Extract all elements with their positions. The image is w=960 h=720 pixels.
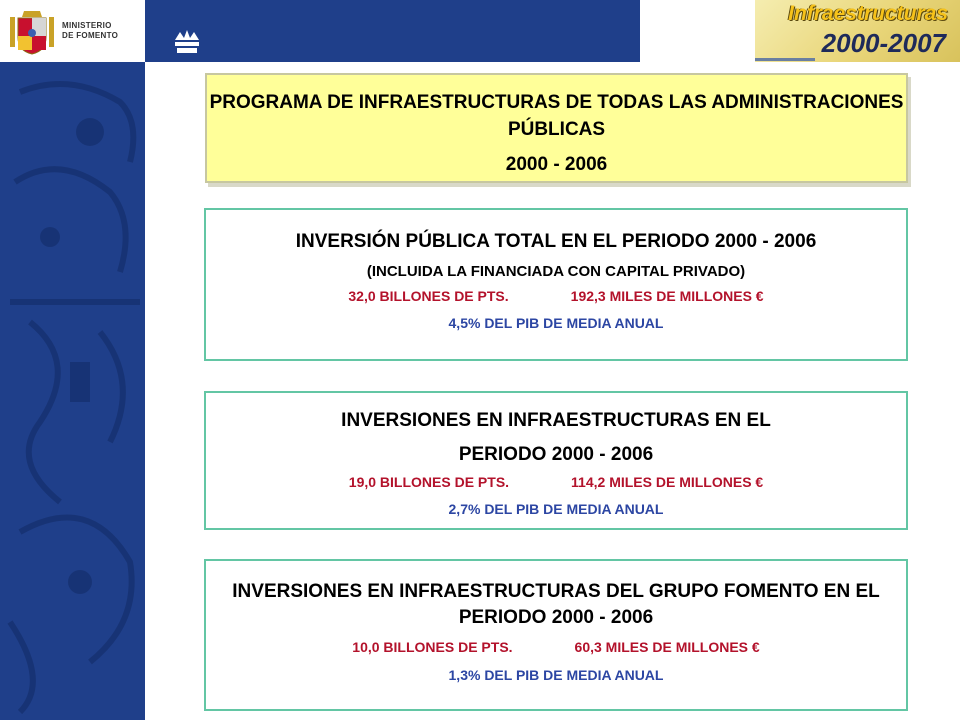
amount-eur: 114,2 MILES DE MILLONES € — [571, 474, 764, 490]
amount-eur: 60,3 MILES DE MILLONES € — [574, 639, 760, 655]
section-heading-line-2: PERIODO 2000 - 2006 — [458, 444, 654, 465]
crest-watermark — [0, 62, 145, 720]
banner-years: 2000-2007 — [821, 28, 946, 58]
banner-underline — [755, 58, 815, 61]
infrastructure-investment-box — [204, 391, 908, 530]
amount-eur: 192,3 MILES DE MILLONES € — [570, 288, 764, 304]
infraestructuras-banner — [755, 0, 960, 62]
ministry-logo — [0, 0, 145, 62]
total-investment-box — [204, 208, 908, 361]
program-title-box — [205, 73, 908, 183]
amounts-row — [206, 288, 906, 304]
section-heading-line-1: INVERSIONES EN INFRAESTRUCTURAS EN EL — [341, 410, 771, 431]
ministry-name — [62, 21, 118, 41]
left-panel — [0, 62, 145, 720]
fomento-group-investment-box — [204, 559, 908, 711]
banner-title: Infraestructuras — [788, 2, 948, 25]
amounts-row — [206, 639, 906, 655]
pib-share: 1,3% DEL PIB DE MEDIA ANUAL — [448, 667, 664, 683]
amounts-row — [206, 474, 906, 490]
amount-pts: 19,0 BILLONES DE PTS. — [348, 474, 510, 490]
section-subheading: (INCLUIDA LA FINANCIADA CON CAPITAL PRIVADO) — [366, 263, 746, 280]
program-years: 2000 - 2006 — [505, 154, 608, 175]
section-heading: INVERSIÓN PÚBLICA TOTAL EN EL PERIODO 2000 - 2006 — [295, 231, 817, 252]
coat-of-arms-icon — [10, 7, 54, 55]
pib-share: 4,5% DEL PIB DE MEDIA ANUAL — [448, 315, 664, 331]
ministry-line-1: MINISTERIO — [62, 21, 112, 30]
amount-pts: 10,0 BILLONES DE PTS. — [352, 639, 513, 655]
program-title: PROGRAMA DE INFRAESTRUCTURAS DE TODAS LAS ADMINISTRACIONES PÚBLICAS — [209, 92, 904, 140]
section-heading: INVERSIONES EN INFRAESTRUCTURAS DEL GRUPO FOMENTO EN EL PERIODO 2000 - 2006 — [232, 581, 880, 628]
pib-share: 2,7% DEL PIB DE MEDIA ANUAL — [448, 501, 664, 517]
ministry-line-2: DE FOMENTO — [62, 31, 119, 40]
amount-pts: 32,0 BILLONES DE PTS. — [348, 288, 509, 304]
crown-icon — [172, 26, 202, 56]
